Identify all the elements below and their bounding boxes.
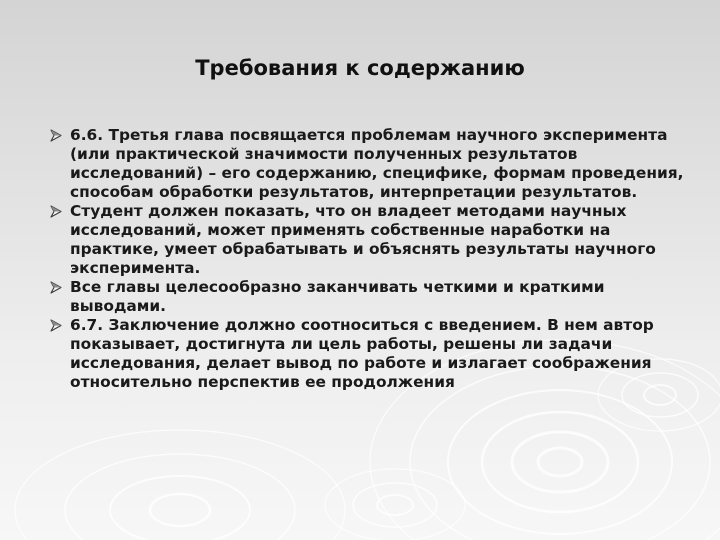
arrow-bullet-icon <box>50 319 62 332</box>
bullet-text: 6.7. Заключение должно соотноситься с введением. В нем автор показывает, достигнута ли цель работы, решены ли задачи исследования, делает вывод по работе и излагает соображения относительно перспектив ее продолжения <box>70 316 654 391</box>
list-item <box>50 316 690 392</box>
list-item <box>50 126 690 202</box>
arrow-bullet-icon <box>50 205 62 218</box>
list-item <box>50 278 690 316</box>
bullet-text: Все главы целесообразно заканчивать четкими и краткими выводами. <box>70 278 605 315</box>
bullet-list <box>50 126 690 392</box>
arrow-bullet-icon <box>50 129 62 142</box>
bullet-text: 6.6. Третья глава посвящается проблемам научного эксперимента (или практической значимости полученных результатов исследований) – его содержанию, специфике, формам проведения, способам обработки результатов, интерпретации результатов. <box>70 126 684 201</box>
list-item <box>50 202 690 278</box>
arrow-bullet-icon <box>50 281 62 294</box>
bullet-text: Студент должен показать, что он владеет методами научных исследований, может применять собственные наработки на практике, умеет обрабатывать и объяснять результаты научного эксперимента. <box>70 202 656 277</box>
slide-title: Требования к содержанию <box>195 56 525 80</box>
